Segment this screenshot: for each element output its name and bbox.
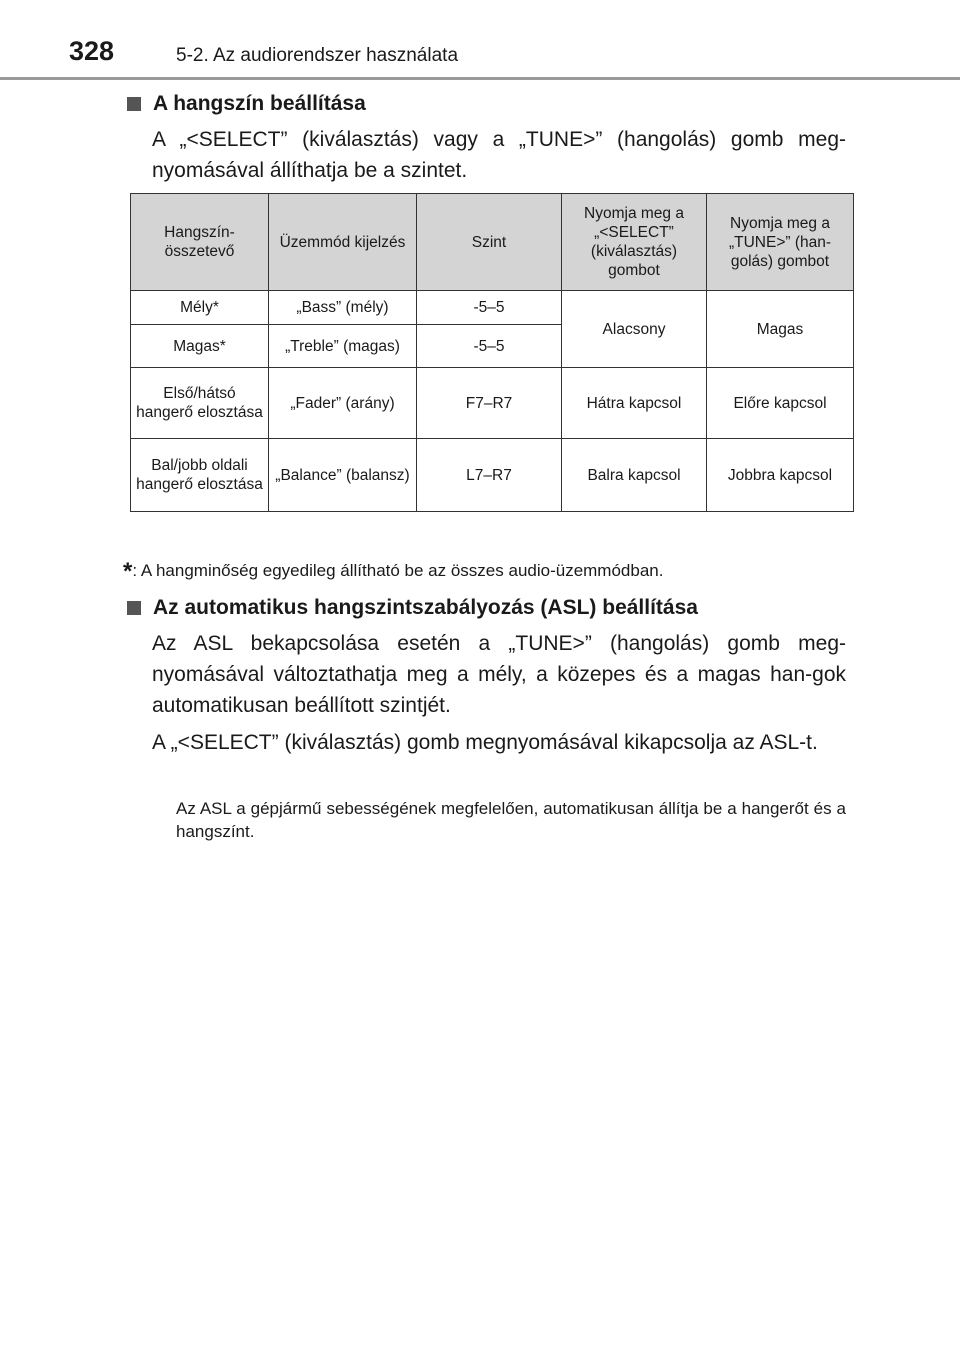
table-cell: Magas* [131,325,269,368]
table-cell: „Balance” (balansz) [269,439,417,512]
heading-tone-text: A hangszín beállítása [153,92,366,115]
table-row [131,291,854,325]
table-cell: Balra kapcsol [562,439,707,512]
heading-asl-text: Az automatikus hangszintszabályozás (ASL) beállítása [153,596,698,619]
table-header-cell: Hangszín-összetevő [131,194,269,291]
table-cell-merged: Alacsony [562,291,707,368]
table-cell: Első/hátsó hangerő elosztása [131,368,269,439]
table-cell: Jobbra kapcsol [707,439,854,512]
header-divider [0,77,960,80]
bullet-square-icon [127,601,141,615]
table-header-row [131,194,854,291]
asl-note: Az ASL a gépjármű sebességének megfelelően, automatikusan állítja be a hangerőt és a hangszínt. [176,799,846,841]
table-cell: Hátra kapcsol [562,368,707,439]
table-row [131,368,854,439]
page-header [0,0,960,80]
table-cell: Mély* [131,291,269,325]
footnote [123,558,663,586]
page-number: 328 [69,36,115,66]
table-cell: Előre kapcsol [707,368,854,439]
table-header-cell: Nyomja meg a „TUNE>” (han-golás) gombot [707,194,854,291]
table-cell: L7–R7 [417,439,562,512]
table-cell: -5–5 [417,291,562,325]
table-cell: „Bass” (mély) [269,291,417,325]
table-cell: Bal/jobb oldali hangerő elosztása [131,439,269,512]
table-cell: F7–R7 [417,368,562,439]
heading-asl [127,596,698,620]
table-cell: „Fader” (arány) [269,368,417,439]
tone-paragraph: A „<SELECT” (kiválasztás) vagy a „TUNE>” (hangolás) gomb meg-nyomásával állíthatja be a szintet. [152,128,846,182]
table-cell: „Treble” (magas) [269,325,417,368]
footnote-marker: * [123,558,133,585]
asl-paragraph-2: A „<SELECT” (kiválasztás) gomb megnyomásával kikapcsolja az ASL-t. [152,731,818,754]
table-header-cell: Üzemmód kijelzés [269,194,417,291]
heading-tone [127,92,366,116]
table-cell: -5–5 [417,325,562,368]
asl-paragraph-1: Az ASL bekapcsolása esetén a „TUNE>” (hangolás) gomb meg-nyomásával változtathatja meg a mély, a közepes és a magas han-gok automatikusan beállított szintjét. [152,632,846,717]
footnote-text: : A hangminőség egyedileg állítható be az összes audio-üzemmódban. [132,561,664,580]
table-header-cell: Szint [417,194,562,291]
table-header-cell: Nyomja meg a „<SELECT” (kiválasztás) gombot [562,194,707,291]
table-cell-merged: Magas [707,291,854,368]
bullet-square-icon [127,97,141,111]
tone-table [130,193,854,512]
section-title: 5-2. Az audiorendszer használata [176,45,459,66]
table-row [131,439,854,512]
